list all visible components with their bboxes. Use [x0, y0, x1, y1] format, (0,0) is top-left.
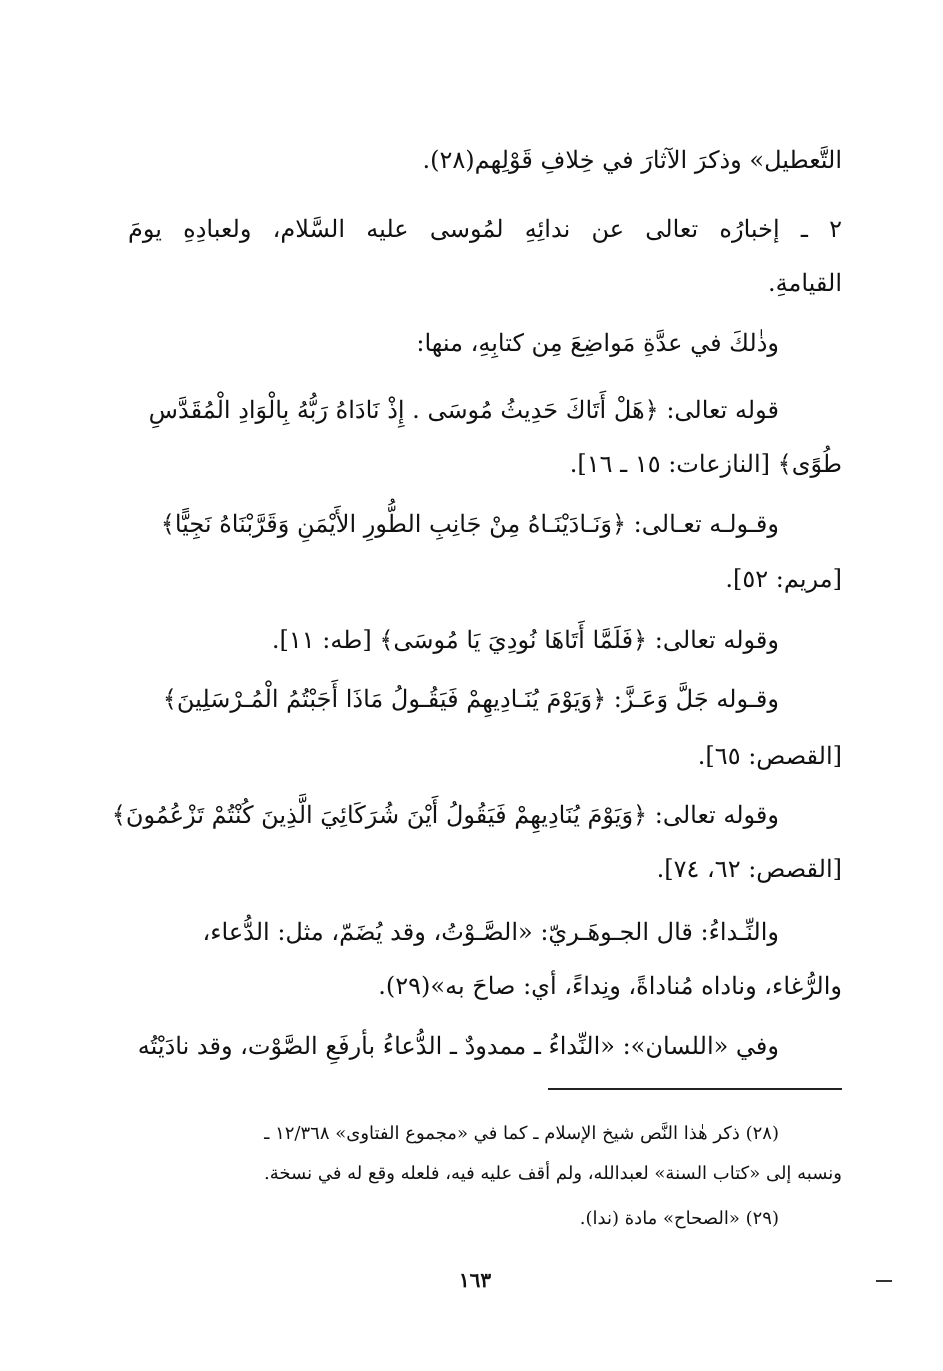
body-line-15: والرُّغاء، وناداه مُناداةً، ونِداءً، أي: صاحَ به»(٢٩). — [378, 972, 842, 1000]
margin-mark — [876, 1280, 892, 1282]
body-line-10: وقـوله جَلَّ وَعَـزَّ: ﴿وَيَوْمَ يُنَـادِيهِمْ فَيَقُـولُ مَاذَا أَجَبْتُمُ الْمُـرْسَلِينَ﴾ — [162, 685, 779, 713]
body-line-3: القيامةِ. — [767, 269, 842, 297]
footnote-separator — [548, 1088, 842, 1090]
body-line-7: وقـولـه تعـالى: ﴿وَنَـادَيْنَـاهُ مِنْ جَانِبِ الطُّورِ الأَيْمَنِ وَقَرَّبْنَاهُ نَجِيًّا﴾ — [160, 510, 779, 538]
body-line-11: [القصص: ٦٥]. — [697, 742, 842, 770]
body-line-4: وذٰلكَ في عدَّةِ مَواضِعَ مِن كتابِهِ، منها: — [416, 329, 779, 357]
footnote-28-line-1: (٢٨) ذكر هٰذا النَّص شيخ الإسلام ـ كما في «مجموع الفتاوى» ١٢/٣٦٨ ـ — [264, 1123, 779, 1144]
body-line-16: وفي «اللسان»: «النِّداءُ ـ ممدودٌ ـ الدُّعاءُ بأرفَعِ الصَّوْت، وقد نادَيْتُه — [137, 1032, 779, 1060]
body-line-6: طُوًى﴾ [النازعات: ١٥ ـ ١٦]. — [569, 450, 842, 478]
footnote-28-line-2: ونسبه إلى «كتاب السنة» لعبدالله، ولم أقف عليه فيه، فلعله وقع له في نسخة. — [264, 1163, 842, 1184]
body-line-8: [مريم: ٥٢]. — [725, 565, 842, 593]
footnote-29: (٢٩) «الصحاح» مادة (ندا). — [579, 1208, 779, 1229]
body-line-13: [القصص: ٦٢، ٧٤]. — [656, 855, 842, 883]
body-line-1: التَّعطيل» وذكرَ الآثارَ في خِلافِ قَوْلِهم(٢٨). — [422, 146, 842, 174]
body-line-9: وقوله تعالى: ﴿فَلَمَّا أَتَاهَا نُودِيَ يَا مُوسَى﴾ [طه: ١١]. — [271, 626, 779, 654]
body-line-12: وقوله تعالى: ﴿وَيَوْمَ يُنَادِيهِمْ فَيَقُولُ أَيْنَ شُرَكَائِيَ الَّذِينَ كُنْتُمْ تَزْعُمُونَ﴾ — [111, 801, 779, 829]
body-line-14: والنِّـداءُ: قال الجـوهَـريّ: «الصَّـوْتُ، وقد يُضَمّ، مثل: الدُّعاء، — [202, 918, 779, 946]
body-line-5: قوله تعالى: ﴿هَلْ أَتَاكَ حَدِيثُ مُوسَى . إِذْ نَادَاهُ رَبُّهُ بِالْوَادِ الْمُقَدَّسِ — [148, 396, 779, 424]
body-line-2: ٢ ـ إخبارُه تعالى عن ندائِهِ لمُوسى عليه السَّلام، ولعبادِهِ يومَ — [128, 215, 842, 243]
page-number: ١٦٣ — [458, 1268, 492, 1292]
